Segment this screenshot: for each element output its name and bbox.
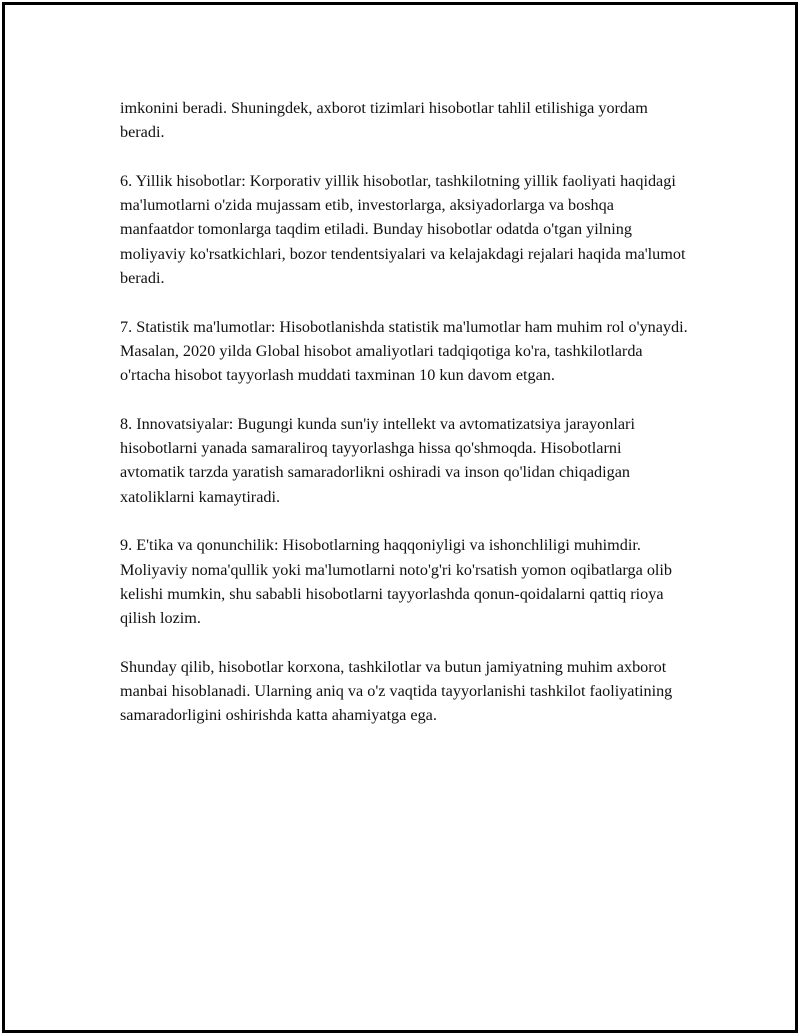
paragraph-continuation: imkonini beradi. Shuningdek, axborot tizimlari hisobotlar tahlil etilishiga yordam beradi. bbox=[120, 99, 648, 142]
paragraph-ethics-law: 9. E'tika va qonunchilik: Hisobotlarning haqqoniyligi va ishonchliligi muhimdir. Moliyaviy noma'qullik yoki ma'lumotlarni noto'g'ri ko'rsatish yomon oqibatlarga olib kelishi mumkin, shu sababli hisobotlarni tayyorlashda qonun-qoidalarni qattiq rioya qilish lozim. bbox=[120, 536, 673, 628]
document-page bbox=[2, 2, 798, 1033]
paragraph-innovations: 8. Innovatsiyalar: Bugungi kunda sun'iy intellekt va avtomatizatsiya jarayonlari hisobotlarni yanada samaraliroq tayyorlashga hissa qo'shmoqda. Hisobotlarni avtomatik tarzda yaratish samaradorlikni oshiradi va inson qo'lidan chiqadigan xatoliklarni kamaytiradi. bbox=[120, 414, 635, 506]
paragraph-statistics: 7. Statistik ma'lumotlar: Hisobotlanishda statistik ma'lumotlar ham muhim rol o'ynaydi. Masalan, 2020 yilda Global hisobot amaliyotlari tadqiqotiga ko'ra, tashkilotlarda o'rtacha hisobot tayyorlash muddati taxminan 10 kun davom etgan. bbox=[120, 317, 688, 385]
document-body bbox=[120, 96, 690, 752]
paragraph-conclusion: Shunday qilib, hisobotlar korxona, tashkilotlar va butun jamiyatning muhim axborot manbai hisoblanadi. Ularning aniq va o'z vaqtida tayyorlanishi tashkilot faoliyatining samaradorligini oshirishda katta ahamiyatga ega. bbox=[120, 657, 673, 725]
paragraph-annual-reports: 6. Yillik hisobotlar: Korporativ yillik hisobotlar, tashkilotning yillik faoliyati haqidagi ma'lumotlarni o'zida mujassam etib, investorlarga, aksiyadorlarga va boshqa manfaatdor tomonlarga taqdim etiladi. Bunday hisobotlar odatda o'tgan yilning moliyaviy ko'rsatkichlari, bozor tendentsiyalari va kelajakdagi rejalari haqida ma'lumot beradi. bbox=[120, 171, 686, 288]
